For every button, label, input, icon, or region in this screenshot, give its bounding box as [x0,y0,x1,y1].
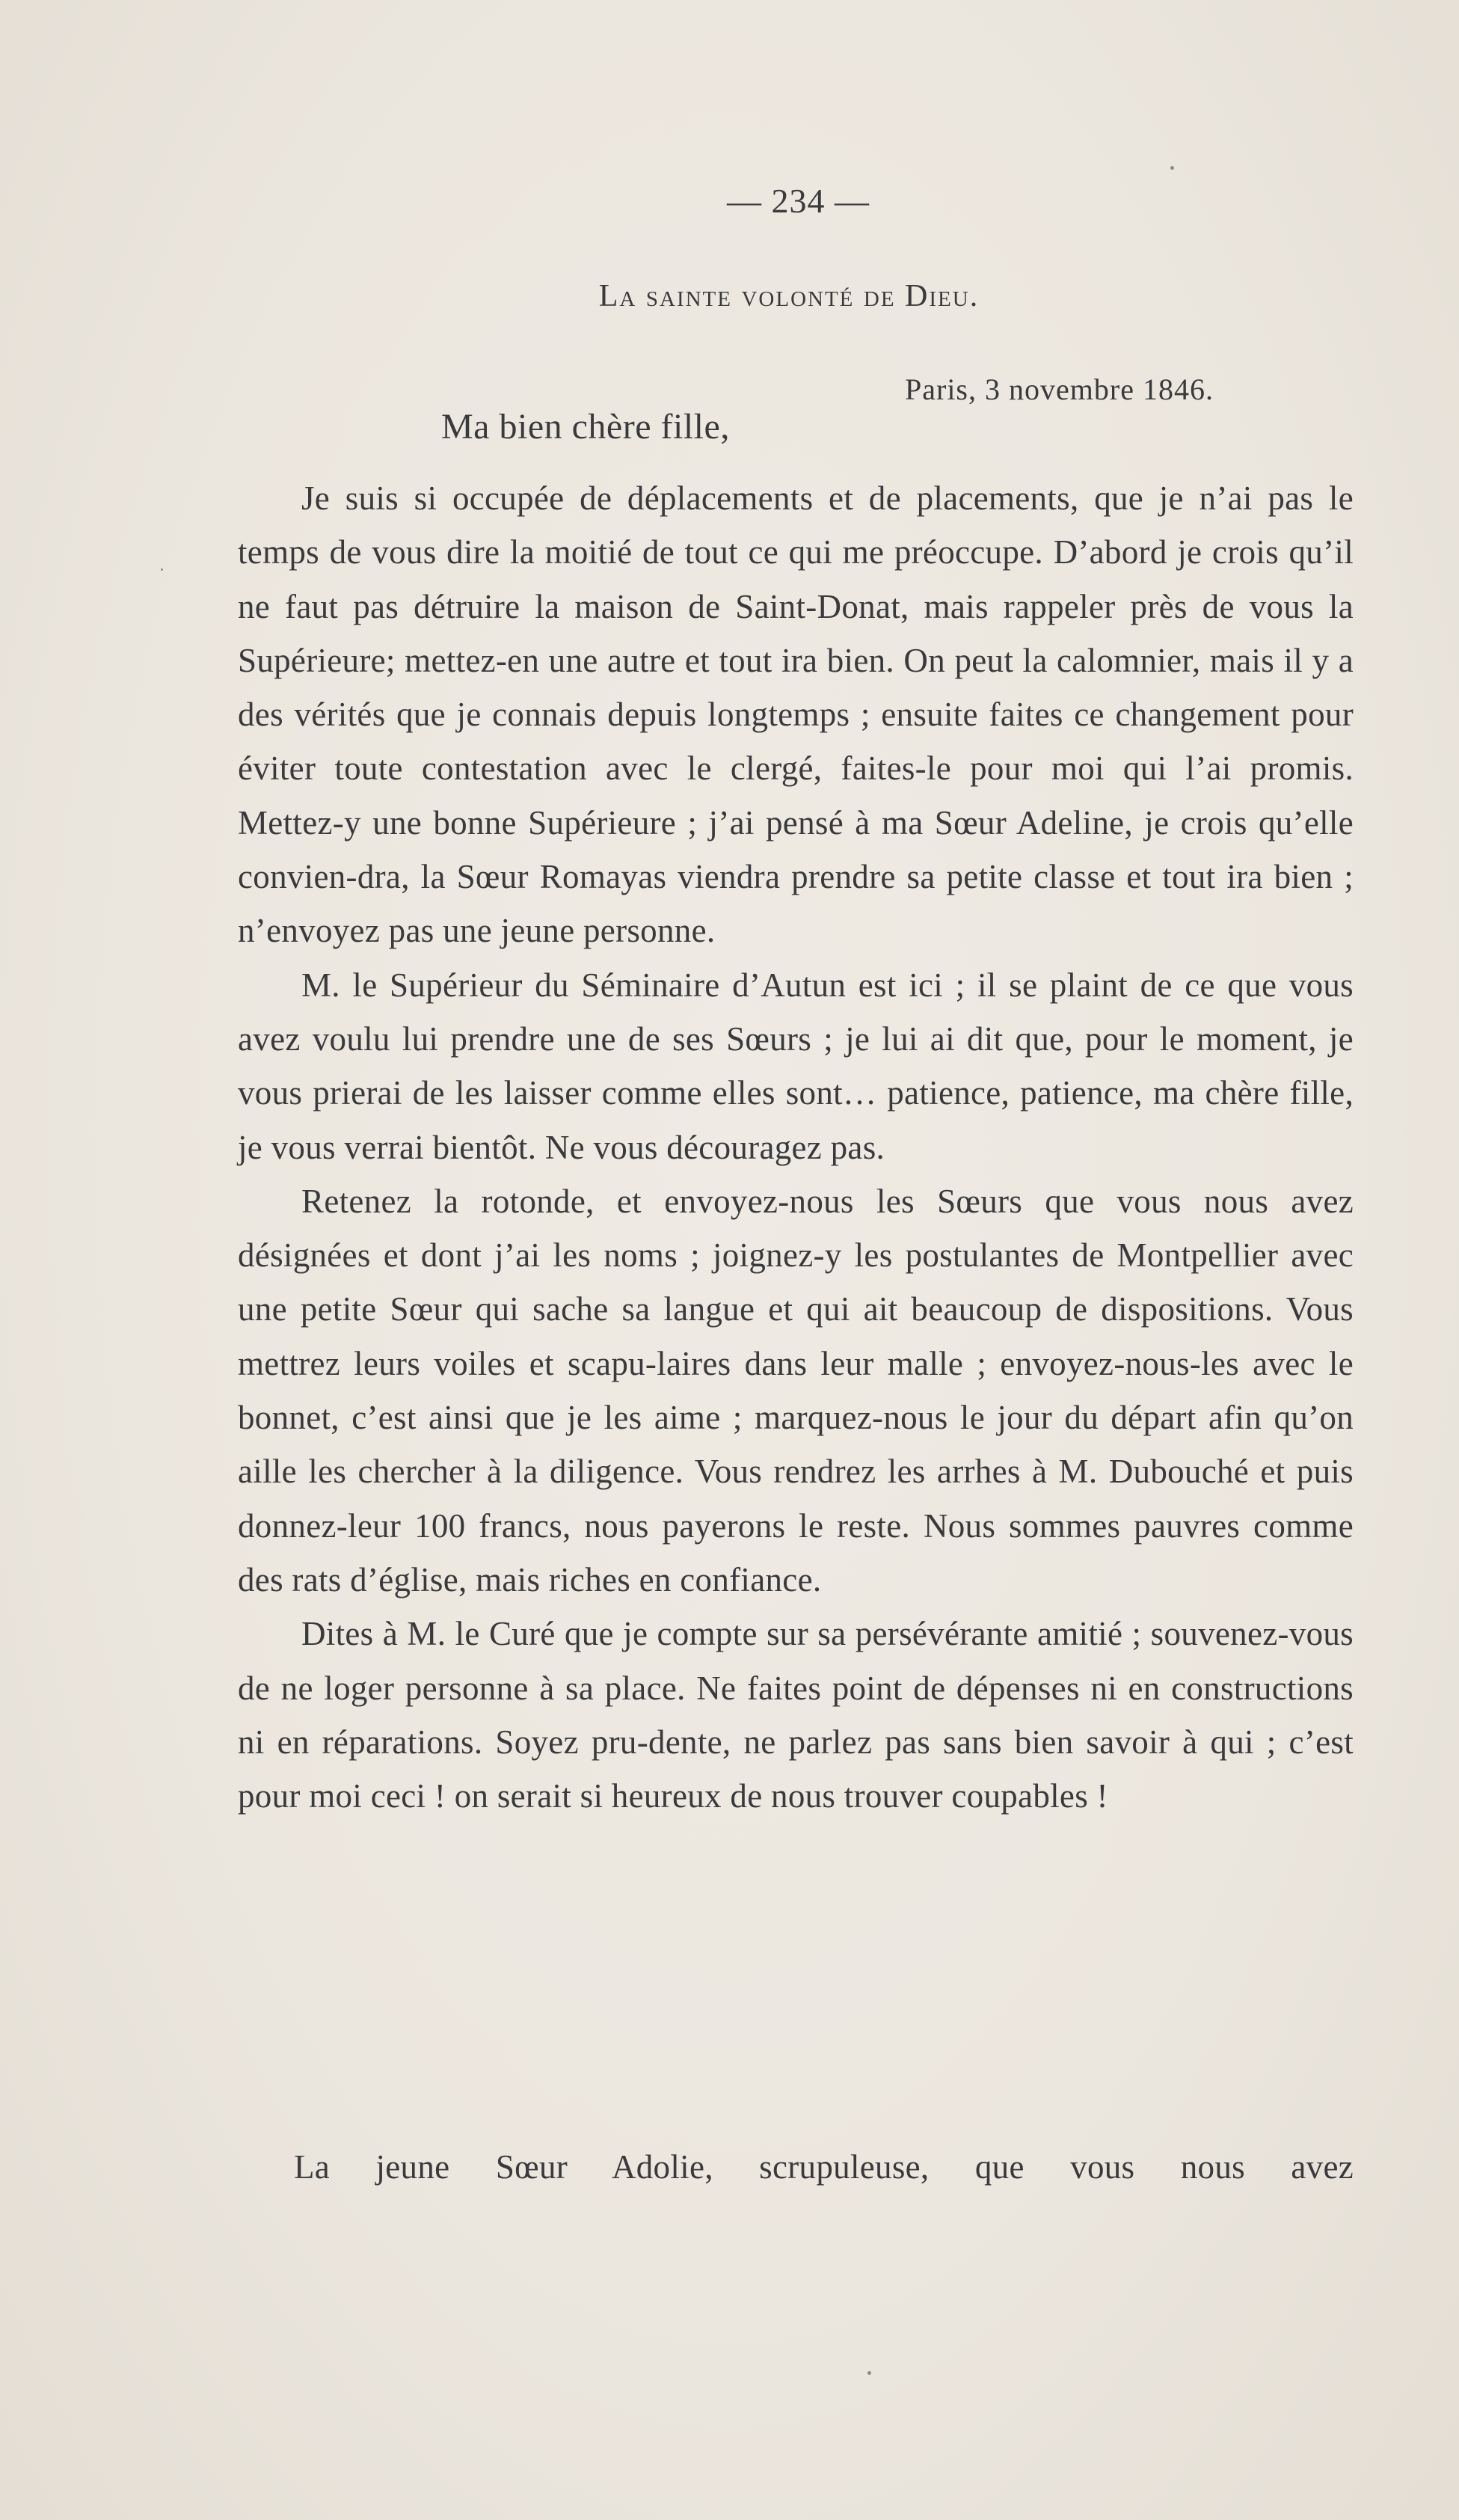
paragraph: Retenez la rotonde, et envoyez-nous les Sœurs que vous nous avez désignées et dont j’ai les noms ; joignez-y les postulantes de Montpellier avec une petite Sœur qui sache sa langue et qui ait beaucoup de dispositions. Vous mettrez leurs voiles et scapu-laires dans leur malle ; envoyez-nous-les avec le bonnet, c’est ainsi que je les aime ; marquez-nous le jour du départ afin qu’on aille les chercher à la diligence. Vous rendrez les arrhes à M. Dubouché et puis donnez-leur 100 francs, nous payerons le reste. Nous sommes pauvres comme des rats d’église, mais riches en confiance. [238,1182,1354,1598]
letter-body [238,471,1354,1823]
paper-speck [161,568,163,571]
paper-speck [867,2371,871,2375]
salutation: Ma bien chère fille, [441,407,730,447]
dateline: Paris, 3 novembre 1846. [905,373,1214,406]
page-number: — 234 — [727,182,870,220]
continuation-line: La jeune Sœur Adolie, scrupuleuse, que vous nous avez [294,2148,1354,2186]
paragraph: Je suis si occupée de déplacements et de placements, que je n’ai pas le temps de vous dire la moitié de tout ce qui me préoccupe. D’abord je crois qu’il ne faut pas détruire la maison de Saint-Donat, mais rappeler près de vous la Supérieure; mettez-en une autre et tout ira bien. On peut la calomnier, mais il y a des vérités que je connais depuis longtemps ; ensuite faites ce changement pour éviter toute contestation avec le clergé, faites-le pour moi qui l’ai promis. Mettez-y une bonne Supérieure ; j’ai pensé à ma Sœur Adeline, je crois qu’elle convien-dra, la Sœur Romayas viendra prendre sa petite classe et tout ira bien ; n’envoyez pas une jeune personne. [238,479,1354,950]
letter-title-text: La sainte volonté de Dieu. [598,279,980,313]
paper-speck [1170,166,1174,170]
letter-title [0,278,1459,314]
paragraph: M. le Supérieur du Séminaire d’Autun est ici ; il se plaint de ce que vous avez voulu lui prendre une de ses Sœurs ; je lui ai dit que, pour le moment, je vous prierai de les laisser comme elles sont… patience, patience, ma chère fille, je vous verrai bientôt. Ne vous découragez pas. [238,966,1354,1166]
paragraph: Dites à M. le Curé que je compte sur sa persévérante amitié ; souvenez-vous de ne loger personne à sa place. Ne faites point de dépenses ni en constructions ni en réparations. Soyez pru-dente, ne parlez pas sans bien savoir à qui ; c’est pour moi ceci ! on serait si heureux de nous trouver coupables ! [238,1615,1354,1815]
